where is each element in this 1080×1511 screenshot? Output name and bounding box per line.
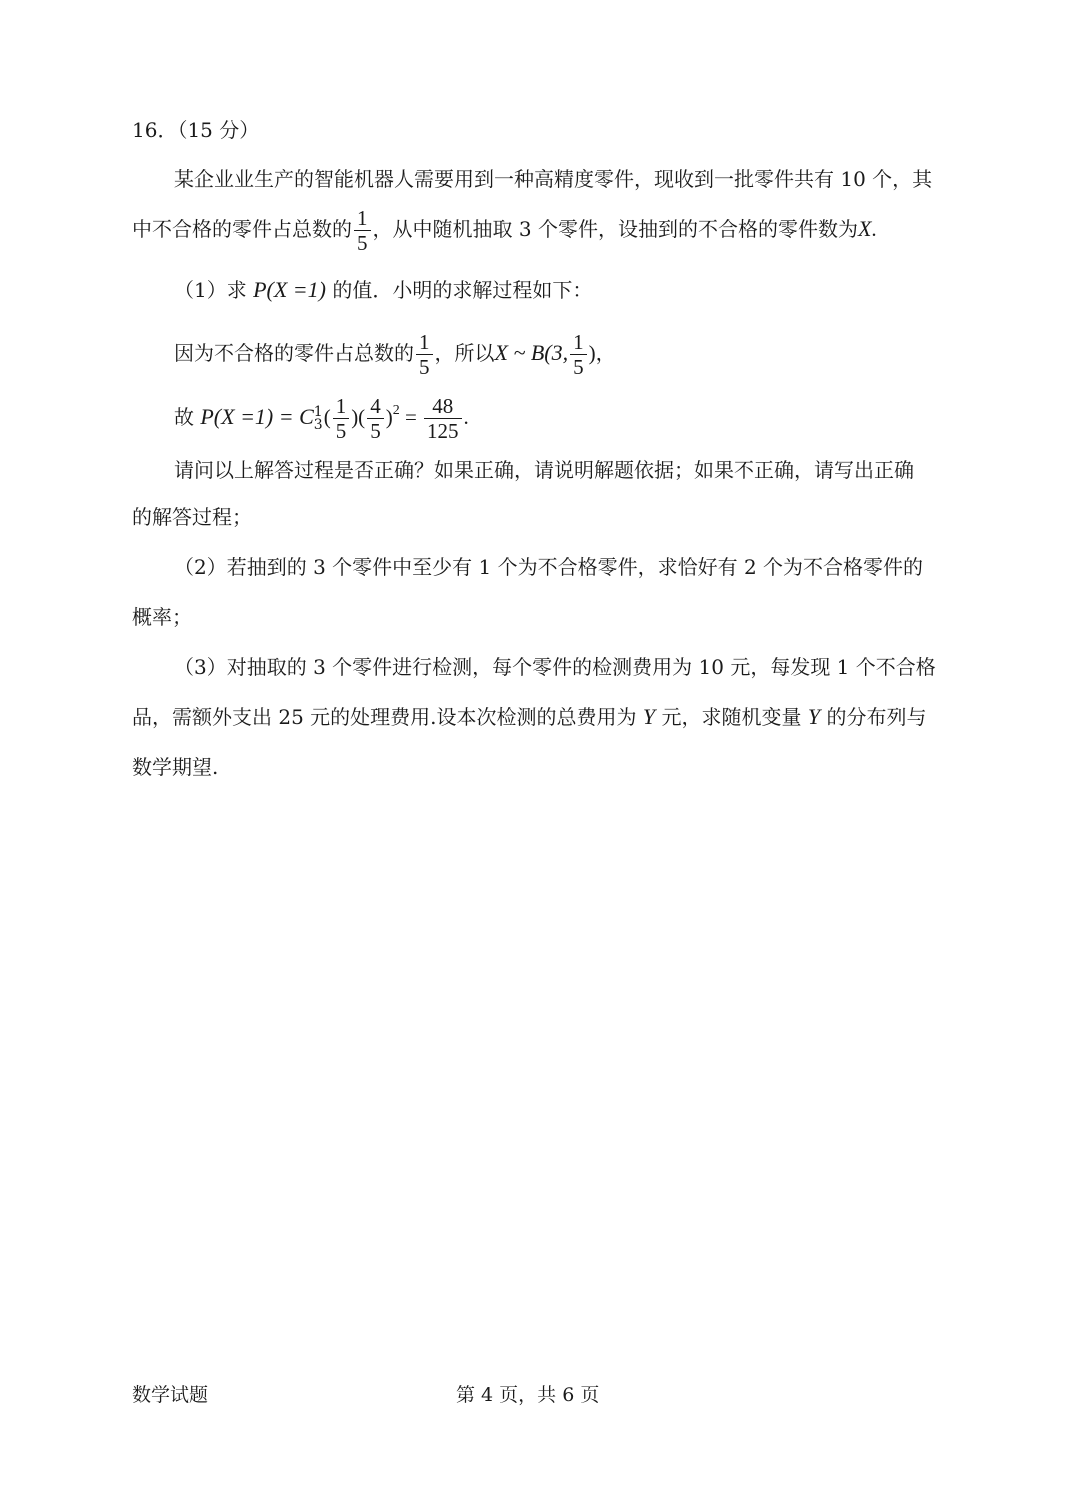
ask-text-1: 请问以上解答过程是否正确？如果正确，请说明解题依据；如果不正确，请写出正确 (174, 458, 914, 482)
intro-line-2 (132, 206, 877, 255)
combination-sup: 1 (313, 403, 323, 420)
ask-line-1 (174, 456, 914, 484)
fraction-numerator: 1 (416, 330, 433, 355)
period: . (871, 217, 877, 241)
part1-line (174, 276, 592, 304)
part1-text-b: 的值．小明的求解过程如下： (332, 278, 593, 302)
part3-text-2a: 品，需额外支出 25 元的处理费用.设本次检测的总费用为 (132, 705, 637, 729)
fraction-four-fifths (367, 394, 384, 443)
probability-lhs: P(X =1) = C (200, 404, 314, 429)
fraction-denominator: 5 (370, 419, 381, 443)
fraction-denominator: 125 (427, 419, 459, 443)
fraction-numerator: 48 (424, 394, 462, 419)
period: . (463, 405, 469, 429)
ask-line-2 (132, 503, 252, 531)
part1-text-a: （1）求 (174, 278, 247, 302)
fraction-numerator: 1 (570, 330, 587, 355)
fraction-numerator: 1 (354, 206, 371, 231)
solution2-text-a: 故 (174, 405, 194, 429)
part3-line-1 (174, 653, 936, 681)
fraction-denominator: 5 (357, 231, 368, 255)
part1-expression: P(X =1) (253, 277, 326, 302)
fraction-denominator: 5 (573, 355, 584, 379)
variable-y: Y (642, 704, 656, 729)
middle-parens: )( (351, 405, 366, 429)
part3-text-2c: 的分布列与 (826, 705, 927, 729)
question-header (132, 116, 259, 144)
fraction-denominator: 5 (419, 355, 430, 379)
combination-indices (313, 403, 323, 433)
part2-line-1 (174, 553, 923, 581)
part3-line-2 (132, 703, 926, 731)
binomial-distribution: X ~ B(3, (494, 340, 569, 365)
part2-text-2: 概率； (132, 605, 192, 629)
close-paren: ) (588, 341, 596, 365)
intro-text-1: 某企业业生产的智能机器人需要用到一种高精度零件，现收到一批零件共有 10 个，其 (174, 167, 933, 191)
fraction-answer (424, 394, 462, 443)
fraction-one-fifth (354, 206, 371, 255)
question-number: 16．（15 分） (132, 118, 260, 142)
solution-line-1 (174, 330, 616, 379)
ask-text-2: 的解答过程； (132, 505, 252, 529)
open-paren: ( (323, 405, 331, 429)
fraction-one-fifth (416, 330, 433, 379)
solution-line-2 (174, 394, 469, 443)
close-paren: ) (385, 405, 393, 429)
fraction-numerator: 4 (367, 394, 384, 419)
solution1-text-a: 因为不合格的零件占总数的 (174, 341, 414, 365)
part2-text-1: （2）若抽到的 3 个零件中至少有 1 个为不合格零件，求恰好有 2 个为不合格零件的 (174, 555, 924, 579)
variable-x: X (857, 216, 872, 241)
intro-text-2b: ，从中随机抽取 3 个零件，设抽到的不合格的零件数为 (372, 217, 858, 241)
fraction-one-fifth (570, 330, 587, 379)
part3-text-1: （3）对抽取的 3 个零件进行检测，每个零件的检测费用为 10 元，每发现 1 个不合格 (174, 655, 936, 679)
comma: ， (595, 341, 616, 365)
part3-text-2b: 元，求随机变量 (661, 705, 802, 729)
intro-text-2a: 中不合格的零件占总数的 (132, 217, 352, 241)
intro-line-1 (174, 165, 932, 193)
solution1-text-b: ，所以 (434, 341, 495, 365)
footer-subject: 数学试题 (132, 1384, 209, 1406)
variable-y: Y (807, 704, 821, 729)
part2-line-2 (132, 603, 192, 631)
fraction-one-fifth (333, 394, 350, 443)
fraction-numerator: 1 (333, 394, 350, 419)
part3-text-3: 数学期望. (132, 755, 219, 779)
equals-sign: = (399, 405, 423, 429)
footer-page-number: 第 4 页，共 6 页 (456, 1384, 600, 1406)
exponent: 2 (392, 403, 400, 418)
part3-line-3 (132, 753, 218, 781)
fraction-denominator: 5 (335, 419, 347, 443)
combination-sub: 3 (313, 416, 323, 433)
